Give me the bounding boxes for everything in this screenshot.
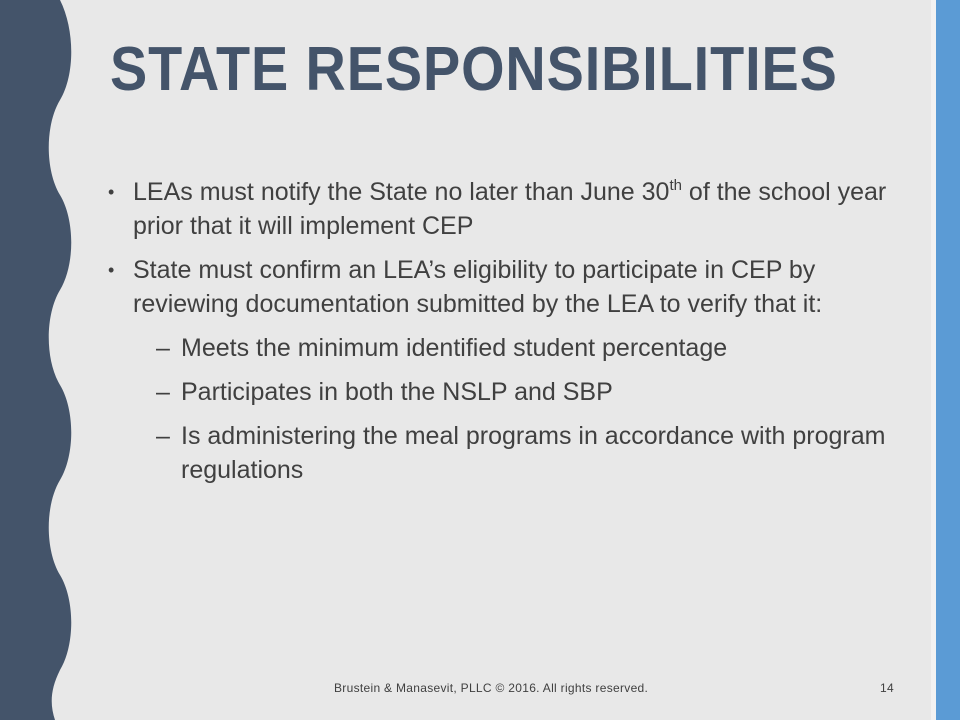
dash-marker: –	[156, 334, 170, 362]
sub-bullet-item	[108, 375, 908, 409]
sub-bullet-text: Is administering the meal programs in accordance with program regulations	[181, 422, 886, 484]
sub-bullet-item	[108, 419, 908, 487]
right-accent-band	[936, 0, 960, 720]
sub-bullet-text: Participates in both the NSLP and SBP	[181, 378, 613, 406]
bullet-text: State must confirm an LEA’s eligibility to participate in CEP by reviewing documentation submitted by the LEA to verify that it:	[133, 256, 823, 318]
slide-body	[108, 175, 908, 497]
sub-bullet-item	[108, 331, 908, 365]
bullet-text: LEAs must notify the State no later than June 30	[133, 178, 670, 206]
bullet-marker: •	[108, 182, 115, 202]
page-number: 14	[880, 681, 894, 695]
dash-marker: –	[156, 378, 170, 406]
copyright-notice: Brustein & Manasevit, PLLC © 2016. All rights reserved.	[334, 681, 649, 695]
bullet-item	[108, 175, 908, 243]
bullet-marker: •	[108, 260, 115, 280]
sub-bullet-text: Meets the minimum identified student percentage	[181, 334, 728, 362]
bullet-text-continued: of the school year prior that it will implement CEP	[133, 178, 887, 240]
left-wave-decoration	[0, 0, 80, 720]
ordinal-superscript: th	[669, 177, 682, 194]
bullet-item	[108, 253, 908, 321]
dash-marker: –	[156, 422, 170, 450]
slide-title: STATE RESPONSIBILITIES	[110, 35, 838, 104]
